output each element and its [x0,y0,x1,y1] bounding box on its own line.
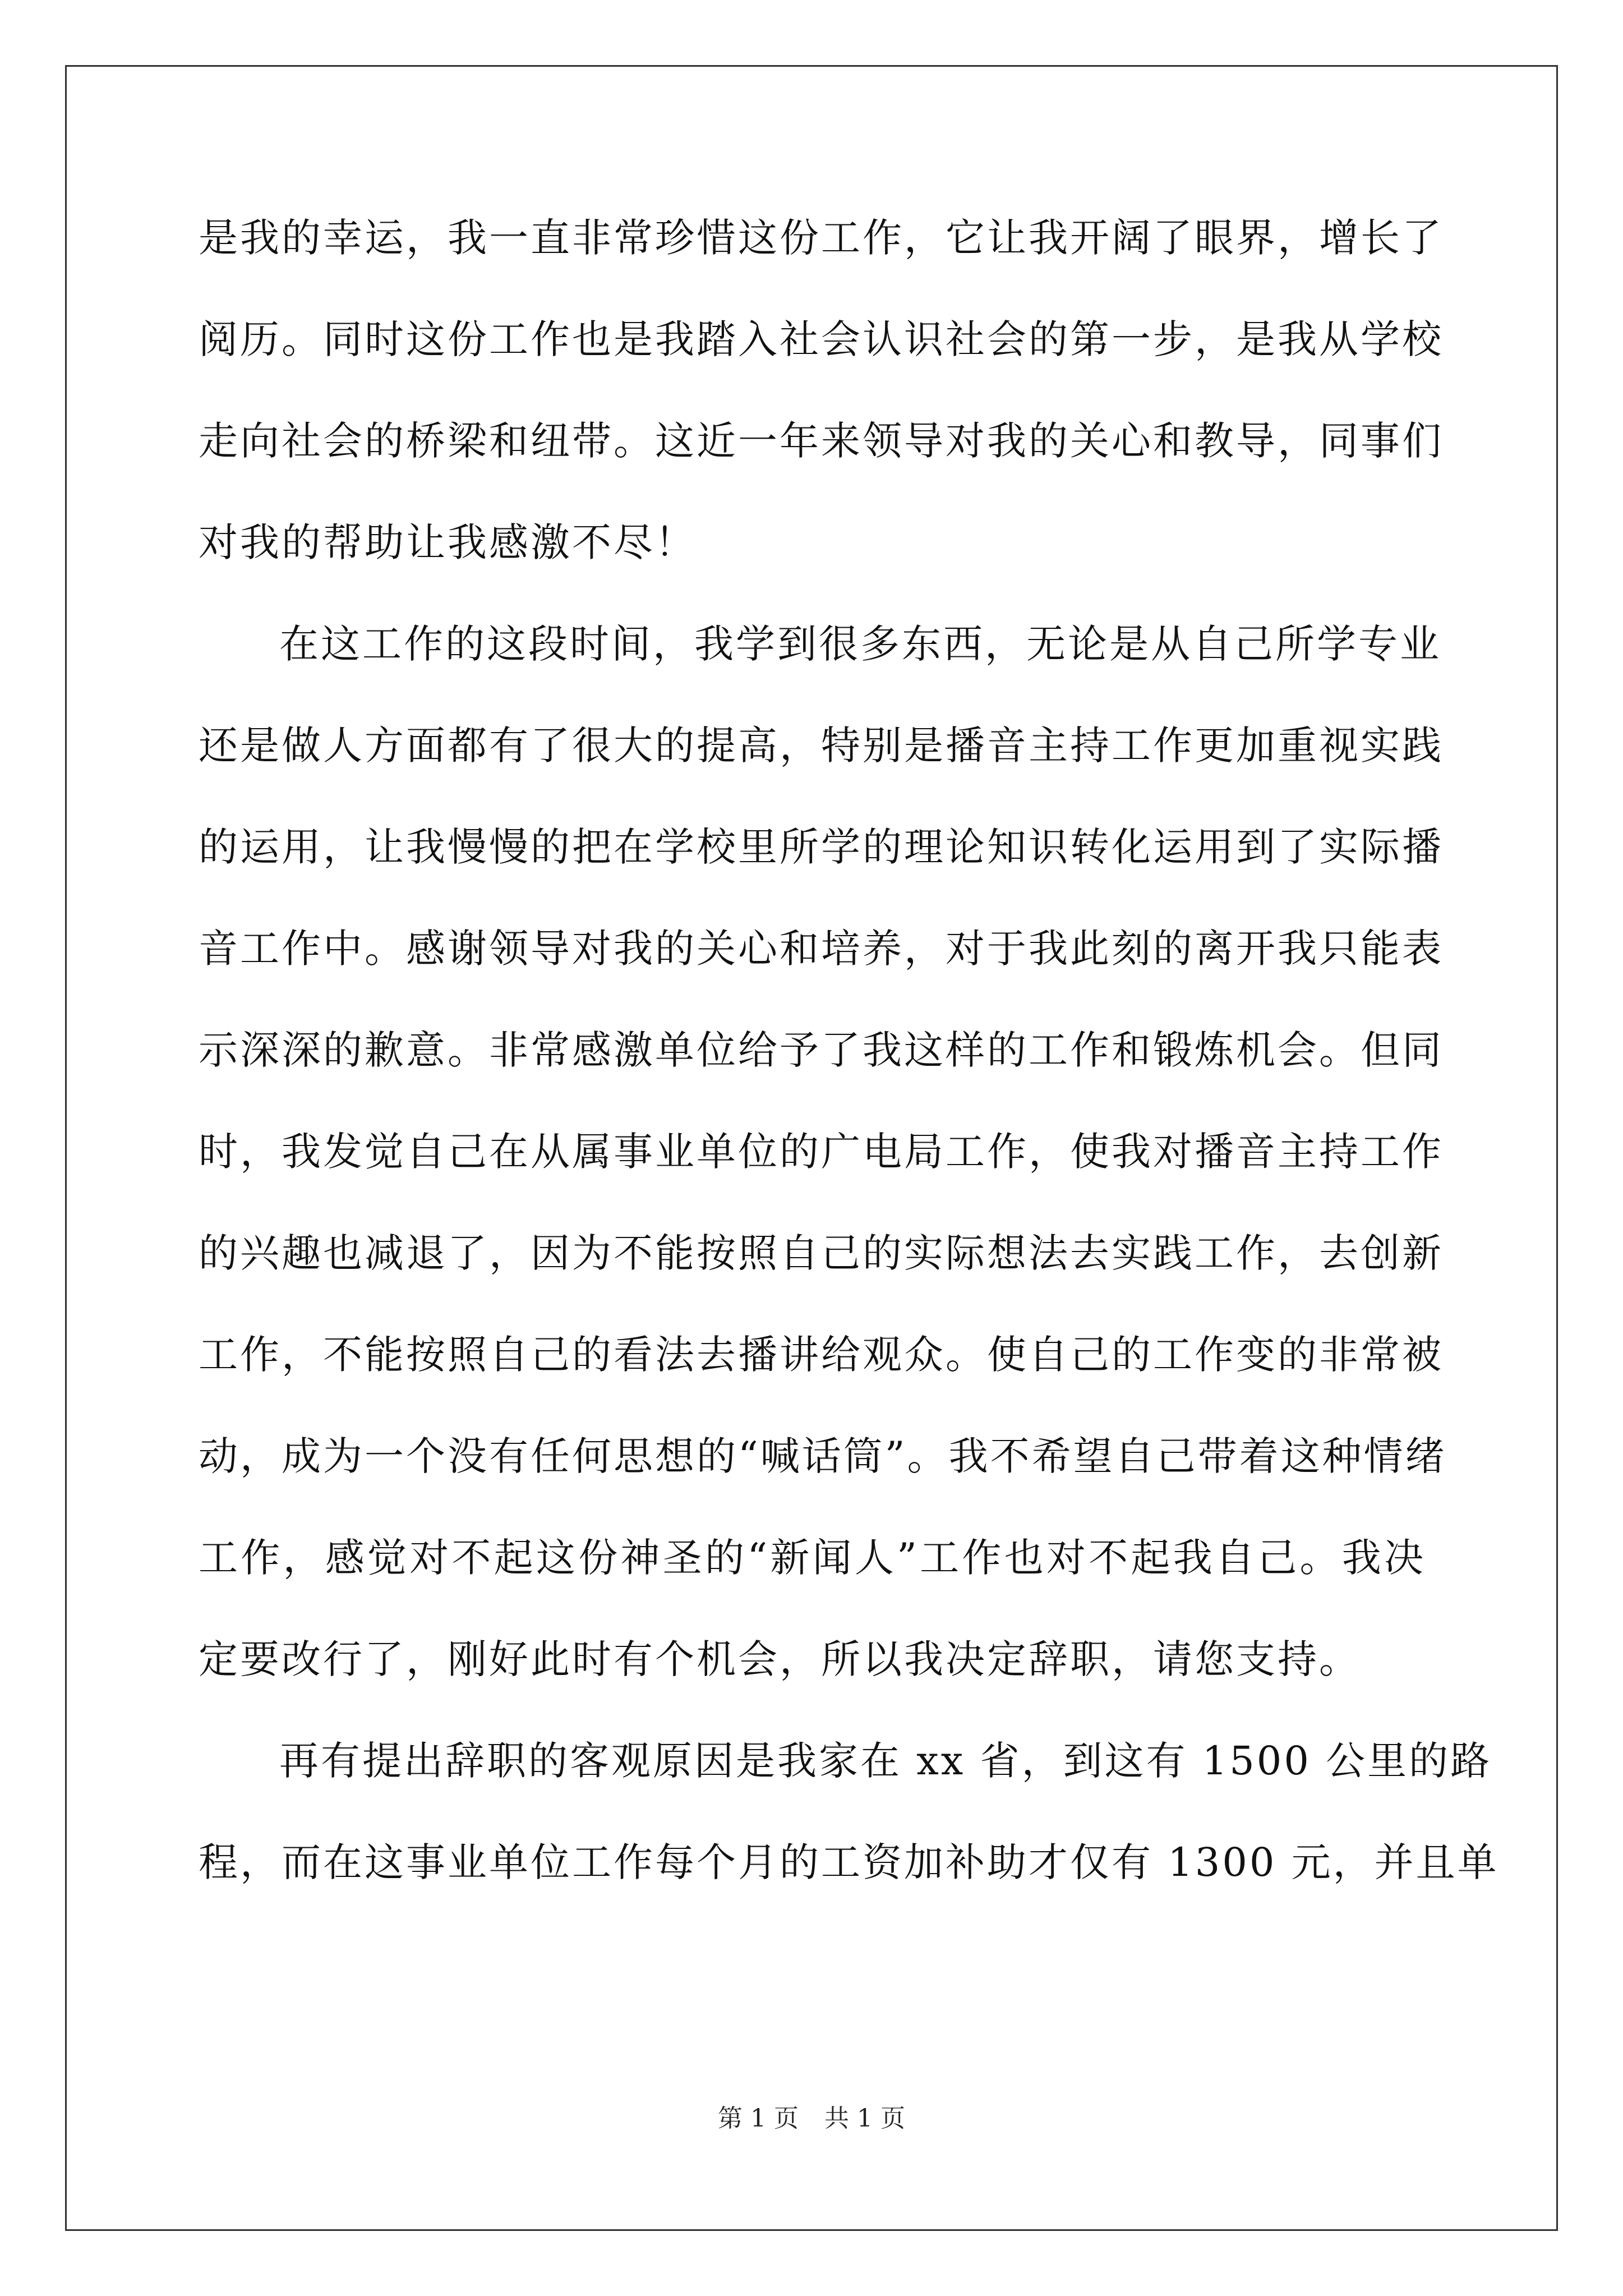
text-line: 对我的帮助让我感激不尽！ [199,519,697,565]
text-line: 定要改行了，刚好此时有个机会，所以我决定辞职，请您支持。 [199,1636,1361,1682]
text-line: 在这工作的这段时间，我学到很多东西，无论是从自己所学专业 [279,621,1441,667]
text-line: 程，而在这事业单位工作每个月的工资加补助才仅有 1300 元，并且单 [199,1839,1499,1885]
text-line: 再有提出辞职的客观原因是我家在 xx 省，到这有 1500 公里的路 [279,1738,1492,1784]
text-line: 工作，感觉对不起这份神圣的“新闻人”工作也对不起我自己。我决 [199,1535,1426,1581]
text-line: 动，成为一个没有任何思想的“喊话筒”。我不希望自己带着这种情绪 [199,1433,1447,1479]
text-line: 阅历。同时这份工作也是我踏入社会认识社会的第一步，是我从学校 [199,316,1444,362]
page-total: 共 1 页 [824,2104,905,2133]
text-line: 音工作中。感谢领导对我的关心和培养，对于我此刻的离开我只能表 [199,926,1444,972]
text-line: 工作，不能按照自己的看法去播讲给观众。使自己的工作变的非常被 [199,1332,1444,1378]
text-line: 的兴趣也减退了，因为不能按照自己的实际想法去实践工作，去创新 [199,1230,1444,1276]
text-line: 走向社会的桥梁和纽带。这近一年来领导对我的关心和教导，同事们 [199,418,1444,464]
text-line: 时，我发觉自己在从属事业单位的广电局工作，使我对播音主持工作 [199,1129,1444,1175]
text-line: 的运用，让我慢慢的把在学校里所学的理论知识转化运用到了实际播 [199,824,1444,870]
text-line: 还是做人方面都有了很大的提高，特别是播音主持工作更加重视实践 [199,723,1444,769]
document-body [199,187,1499,1913]
text-line: 是我的幸运，我一直非常珍惜这份工作，它让我开阔了眼界，增长了 [199,215,1444,261]
page-footer [0,2098,1623,2134]
text-line: 示深深的歉意。非常感激单位给予了我这样的工作和锻炼机会。但同 [199,1027,1444,1073]
page-number: 第 1 页 [718,2104,799,2133]
